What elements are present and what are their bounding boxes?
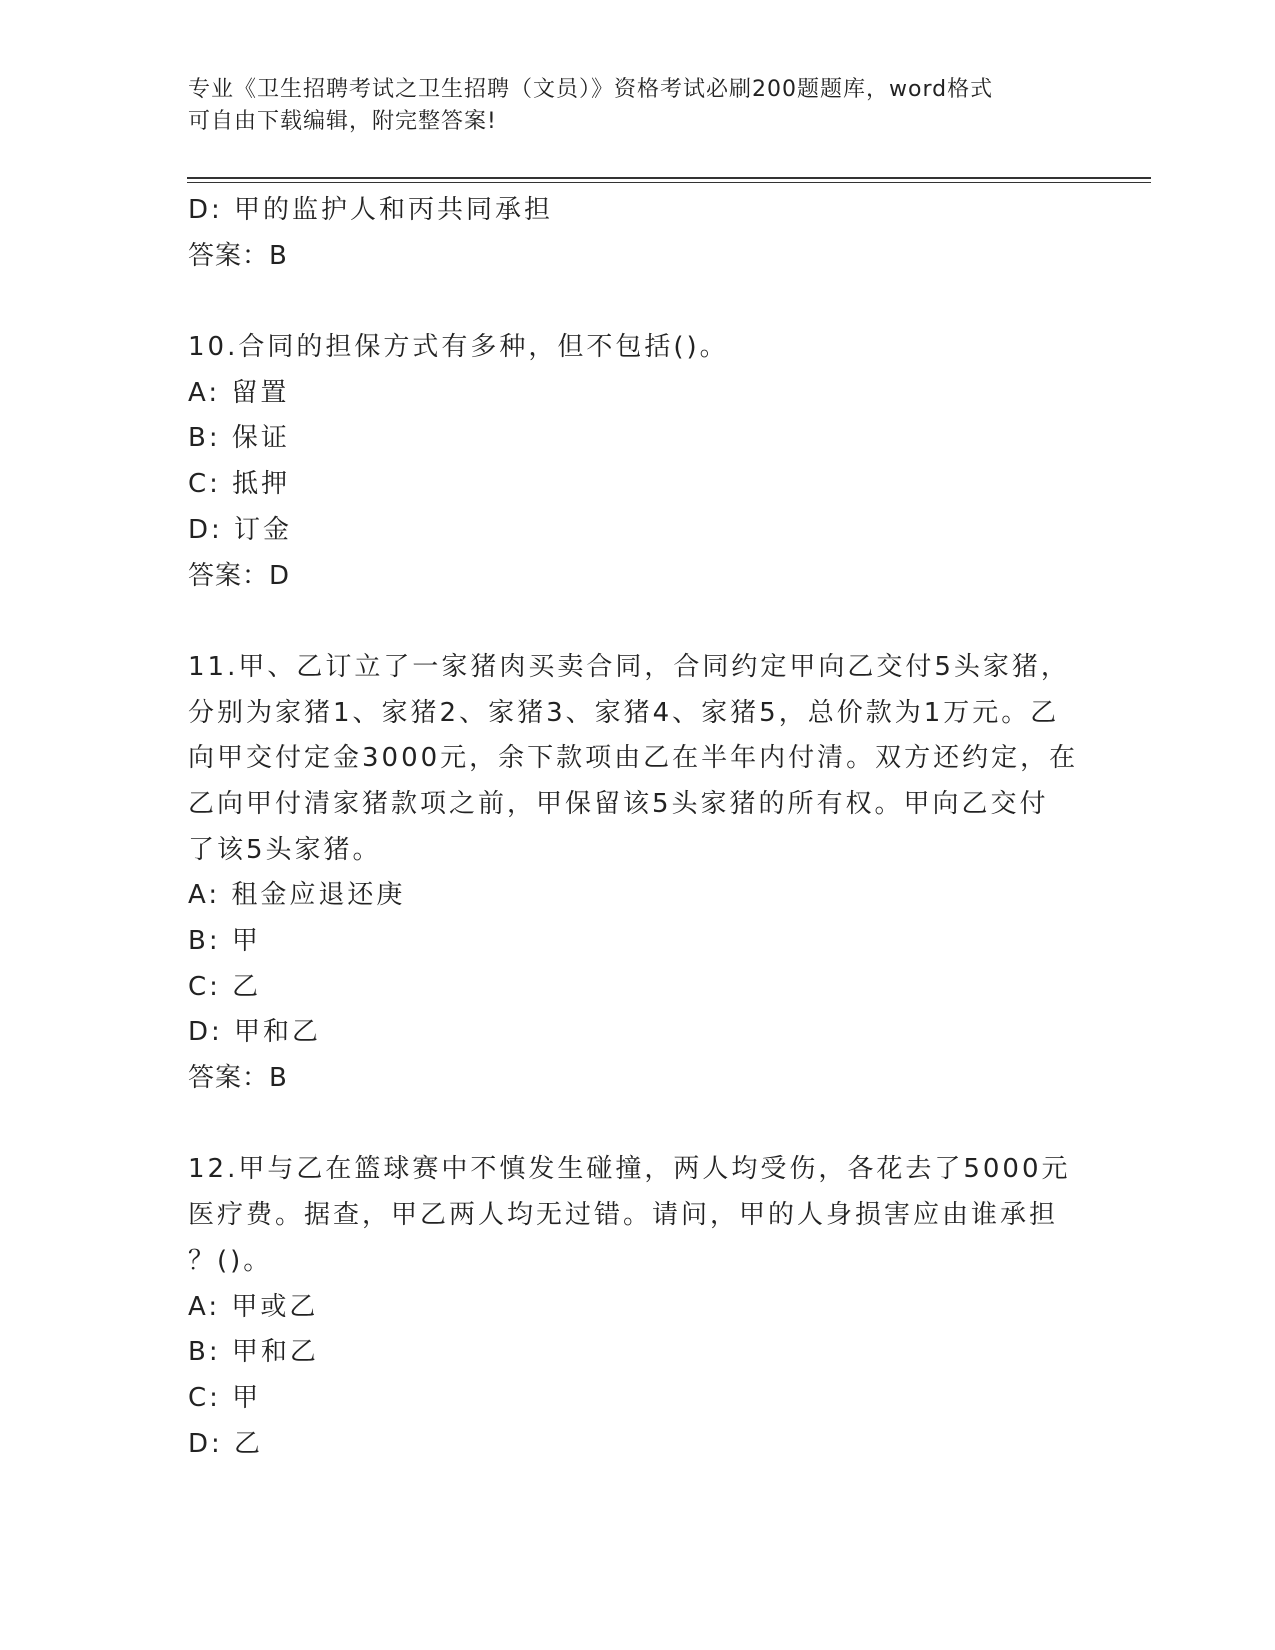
option-a: A: 租金应退还庚 — [188, 880, 406, 911]
option-c: C: 抵押 — [188, 469, 291, 500]
answer-line: 答案：B — [188, 1063, 288, 1094]
option-d: D: 订金 — [188, 514, 293, 545]
question-stem-line: 分别为家猪1、家猪2、家猪3、家猪4、家猪5，总价款为1万元。乙 — [188, 697, 1060, 728]
option-b: B: 甲和乙 — [188, 1337, 319, 1368]
question-stem-line: 医疗费。据查，甲乙两人均无过错。请问，甲的人身损害应由谁承担 — [188, 1200, 1059, 1231]
option-c: C: 甲 — [188, 1382, 262, 1413]
option-a: A: 留置 — [188, 377, 290, 408]
option-a: A: 甲或乙 — [188, 1291, 319, 1322]
header-rule-thick — [187, 177, 1151, 179]
question-12 — [188, 1147, 1088, 1467]
option-d: D: 甲和乙 — [188, 1017, 322, 1048]
header-rule-thin — [187, 182, 1151, 183]
question-stem-line: 12.甲与乙在篮球赛中不慎发生碰撞，两人均受伤，各花去了5000元 — [188, 1154, 1071, 1185]
option-b: B: 甲 — [188, 926, 261, 956]
question-stem: 10.合同的担保方式有多种，但不包括()。 — [188, 332, 729, 363]
question-10 — [188, 325, 1088, 599]
header-line-2: 可自由下载编辑，附完整答案! — [188, 109, 497, 134]
spacer — [188, 279, 1088, 325]
option-d: D: 乙 — [188, 1428, 264, 1459]
spacer — [188, 1102, 1088, 1148]
question-stem-line: 11.甲、乙订立了一家猪肉买卖合同，合同约定甲向乙交付5头家猪， — [188, 651, 1070, 682]
question-list — [188, 188, 1088, 1467]
header-line-1: 专业《卫生招聘考试之卫生招聘（文员）》资格考试必刷200题题库，word格式 — [188, 77, 994, 102]
option-b: B: 保证 — [188, 423, 290, 454]
option-c: C: 乙 — [188, 971, 262, 1002]
option-d: D: 甲的监护人和丙共同承担 — [188, 195, 554, 225]
answer-line: 答案：D — [188, 560, 291, 591]
spacer — [188, 599, 1088, 645]
question-stem-line: ？()。 — [188, 1245, 273, 1276]
answer-line: 答案：B — [188, 240, 288, 271]
question-stem-line: 向甲交付定金3000元，余下款项由乙在半年内付清。双方还约定，在 — [188, 743, 1079, 774]
question-11 — [188, 645, 1088, 1102]
question-stem-line: 了该5头家猪。 — [188, 834, 382, 865]
question-9-tail — [188, 188, 1088, 279]
document-header — [188, 74, 1068, 138]
question-stem-line: 乙向甲付清家猪款项之前，甲保留该5头家猪的所有权。甲向乙交付 — [188, 788, 1049, 819]
